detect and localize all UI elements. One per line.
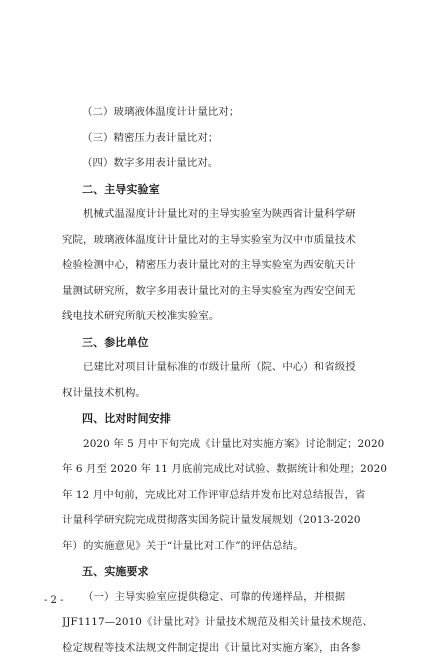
paragraph-line: 检验检测中心，精密压力表计量比对的主导实验室为西安航天计 bbox=[62, 253, 392, 279]
paragraph-line: 计量科学研究院完成贯彻落实国务院计量发展规划（2013-2020 bbox=[62, 508, 392, 534]
page-number: - 2 - bbox=[44, 595, 63, 606]
paragraph-line: 量测试研究所，数字多用表计量比对的主导实验室为西安空间无 bbox=[62, 279, 392, 305]
list-item-pressure-gauge: （三）精密压力表计量比对； bbox=[62, 126, 392, 152]
paragraph-line: 年 12 月中旬前，完成比对工作评审总结并发布比对总结报告，省 bbox=[62, 483, 392, 509]
paragraph-line: 机械式温湿度计计量比对的主导实验室为陕西省计量科学研 bbox=[62, 202, 392, 228]
section-heading-requirements: 五、实施要求 bbox=[62, 559, 392, 585]
paragraph-line: 线电技术研究所航天校准实验室。 bbox=[62, 304, 392, 330]
list-item-multimeter: （四）数字多用表计量比对。 bbox=[62, 151, 392, 177]
section-heading-schedule: 四、比对时间安排 bbox=[62, 406, 392, 432]
paragraph-line: 年 6 月至 2020 年 11 月底前完成比对试验、数据统计和处理；2020 bbox=[62, 457, 392, 483]
section-heading-participants: 三、参比单位 bbox=[62, 330, 392, 356]
paragraph-line: 权计量技术机构。 bbox=[62, 381, 392, 407]
paragraph-line: 已建比对项目计量标准的市级计量所（院、中心）和省级授 bbox=[62, 355, 392, 381]
paragraph-line: 究院，玻璃液体温度计计量比对的主导实验室为汉中市质量技术 bbox=[62, 228, 392, 254]
paragraph-line: 年）的实施意见》关于“计量比对工作”的评估总结。 bbox=[62, 534, 392, 560]
document-body bbox=[62, 100, 392, 661]
paragraph-line: JJF1117—2010《计量比对》计量技术规范及相关计量技术规范、 bbox=[62, 610, 392, 636]
section-heading-lead-lab: 二、主导实验室 bbox=[62, 177, 392, 203]
paragraph-line: （一）主导实验室应提供稳定、可靠的传递样品，并根据 bbox=[62, 585, 392, 611]
paragraph-line: 2020 年 5 月中下旬完成《计量比对实施方案》讨论制定；2020 bbox=[62, 432, 392, 458]
list-item-glass-thermometer: （二）玻璃液体温度计计量比对； bbox=[62, 100, 392, 126]
paragraph-line: 检定规程等技术法规文件制定提出《计量比对实施方案》，由各参 bbox=[62, 636, 392, 661]
